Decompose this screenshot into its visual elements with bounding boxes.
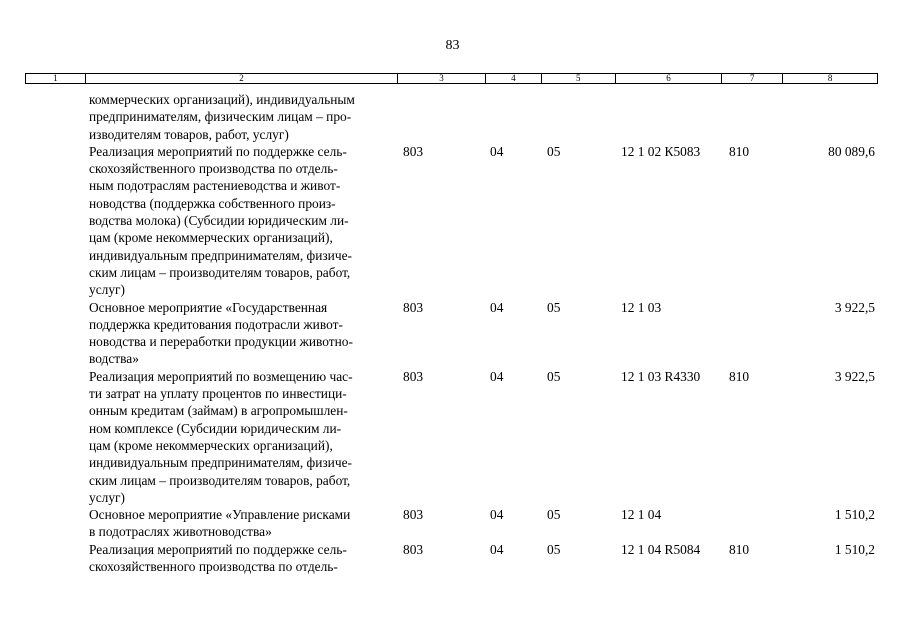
description-line: водства молока) (Субсидии юридическим ли- <box>89 213 349 229</box>
amount-value: 3 922,5 <box>834 299 875 315</box>
header-col-7: 7 <box>722 74 783 83</box>
subsection-code: 05 <box>547 368 561 384</box>
target-article-code: 12 1 04 R5084 <box>621 541 701 557</box>
section-code: 04 <box>490 541 504 557</box>
description-line: Основное мероприятие «Государственная <box>89 299 328 315</box>
table-row <box>0 368 905 506</box>
description-line: услуг) <box>89 489 125 505</box>
description-line: скохозяйственного производства по отдель- <box>89 161 338 177</box>
subsection-code: 05 <box>547 143 561 159</box>
description-line: ным подотраслям растениеводства и живот- <box>89 178 341 194</box>
description-line: Основное мероприятие «Управление рисками <box>89 507 351 523</box>
description-line: изводителям товаров, работ, услуг) <box>89 126 289 142</box>
expense-type-code: 810 <box>729 541 750 557</box>
description-line: ским лицам – производителям товаров, работ, <box>89 264 351 280</box>
header-col-8: 8 <box>827 73 833 83</box>
row-description <box>89 91 399 143</box>
section-code: 04 <box>490 143 504 159</box>
table-row <box>0 541 905 576</box>
section-code: 04 <box>490 507 504 523</box>
description-line: ном комплексе (Субсидии юридическим ли- <box>89 420 342 436</box>
amount-value: 3 922,5 <box>834 368 875 384</box>
table-row <box>0 299 905 368</box>
ministry-code: 803 <box>403 368 424 384</box>
description-line: цам (кроме некоммерческих организаций), <box>89 230 333 246</box>
amount-value: 1 510,2 <box>834 541 875 557</box>
section-code: 04 <box>490 299 504 315</box>
subsection-code: 05 <box>547 541 561 557</box>
header-col-2: 2 <box>86 74 398 83</box>
description-line: новодства (поддержка собственного произ- <box>89 195 336 211</box>
row-description <box>89 299 399 368</box>
target-article-code: 12 1 02 К5083 <box>621 143 701 159</box>
ministry-code: 803 <box>403 299 424 315</box>
description-line: онным кредитам (займам) в агропромышлен- <box>89 403 348 419</box>
description-line: Реализация мероприятий по возмещению час- <box>89 368 353 384</box>
row-description <box>89 143 399 299</box>
target-article-code: 12 1 03 <box>621 299 662 315</box>
header-col-3: 3 <box>398 74 486 83</box>
expense-type-code: 810 <box>729 143 750 159</box>
table-row <box>0 506 905 541</box>
description-line: предпринимателям, физическим лицам – про- <box>89 109 352 125</box>
expense-type-code: 810 <box>729 368 750 384</box>
header-col-4: 4 <box>486 74 542 83</box>
table-header <box>25 73 878 84</box>
description-line: услуг) <box>89 282 125 298</box>
table-row <box>0 91 905 143</box>
description-line: новодства и переработки продукции животно- <box>89 334 353 350</box>
header-col-6: 6 <box>616 74 723 83</box>
header-col-5: 5 <box>542 74 616 83</box>
table-body <box>0 91 905 575</box>
subsection-code: 05 <box>547 507 561 523</box>
description-line: в подотраслях животноводства» <box>89 524 272 540</box>
ministry-code: 803 <box>403 143 424 159</box>
row-description <box>89 368 399 506</box>
description-line: поддержка кредитования подотрасли живот- <box>89 316 343 332</box>
description-line: индивидуальным предпринимателям, физиче- <box>89 247 352 263</box>
description-line: скохозяйственного производства по отдель- <box>89 559 338 575</box>
description-line: Реализация мероприятий по поддержке сель- <box>89 541 347 557</box>
description-line: водства» <box>89 351 139 367</box>
amount-value: 80 089,6 <box>828 143 875 159</box>
target-article-code: 12 1 03 R4330 <box>621 368 701 384</box>
description-line: ти затрат на уплату процентов по инвестици- <box>89 386 347 402</box>
description-line: индивидуальным предпринимателям, физиче- <box>89 455 352 471</box>
header-col-1: 1 <box>26 74 86 83</box>
description-line: коммерческих организаций), индивидуальным <box>89 92 355 107</box>
table-row <box>0 143 905 299</box>
subsection-code: 05 <box>547 299 561 315</box>
target-article-code: 12 1 04 <box>621 507 662 523</box>
section-code: 04 <box>490 368 504 384</box>
amount-value: 1 510,2 <box>834 507 875 523</box>
description-line: ским лицам – производителям товаров, работ, <box>89 472 351 488</box>
page-number: 83 <box>445 38 460 53</box>
ministry-code: 803 <box>403 541 424 557</box>
description-line: цам (кроме некоммерческих организаций), <box>89 437 333 453</box>
description-line: Реализация мероприятий по поддержке сель- <box>89 143 347 159</box>
row-description <box>89 541 399 576</box>
ministry-code: 803 <box>403 507 424 523</box>
row-description <box>89 506 399 541</box>
